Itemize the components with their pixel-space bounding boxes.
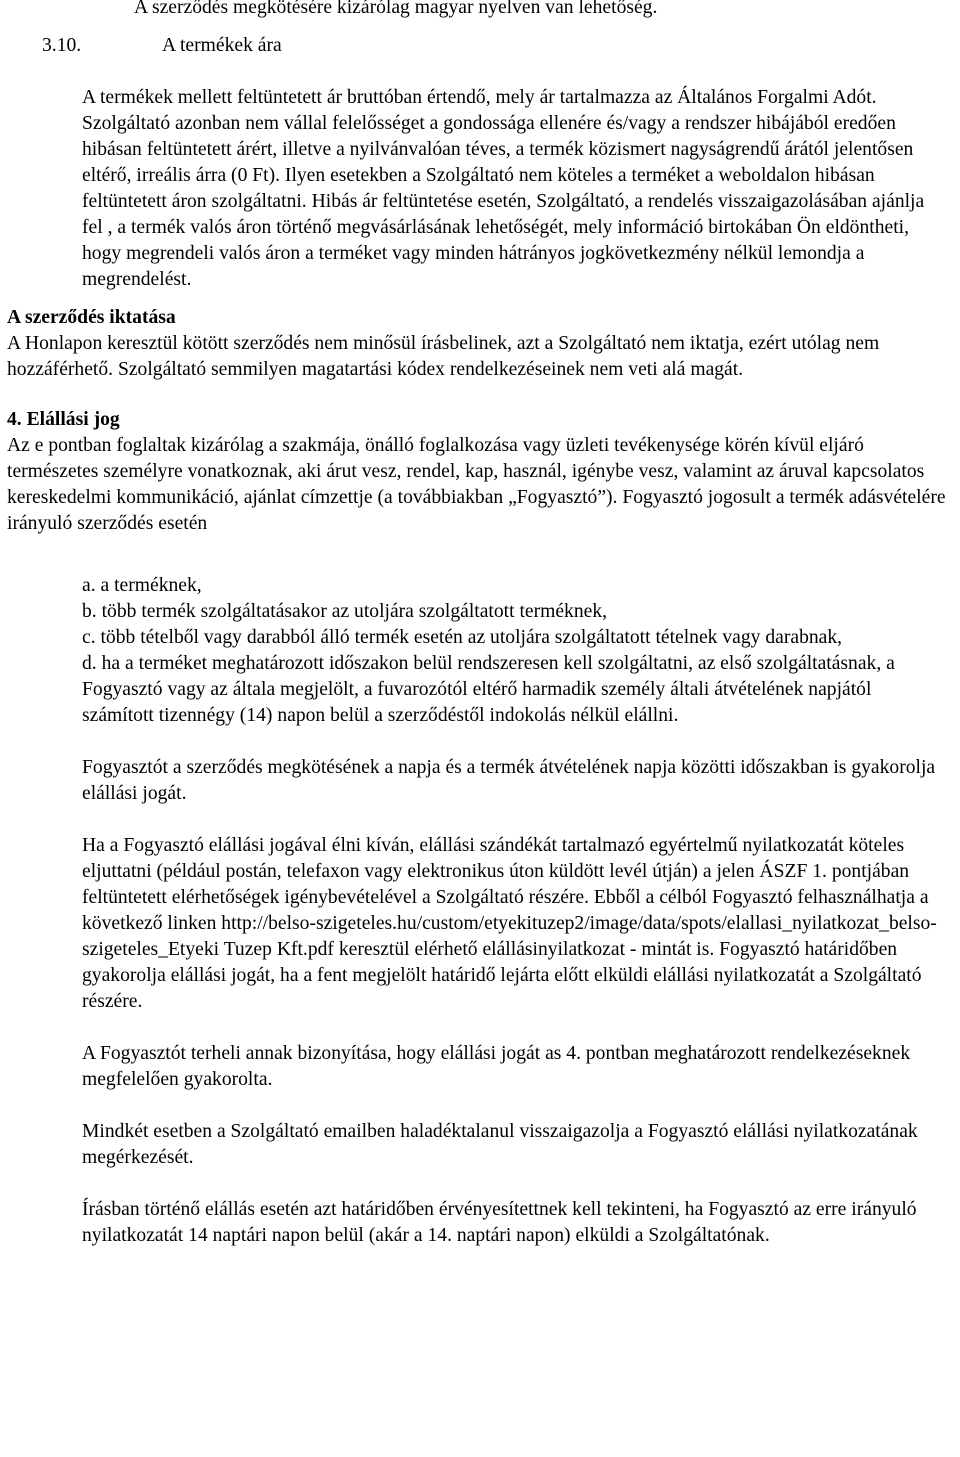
section-iktatas-body: A Honlapon keresztül kötött szerződés nem minősül írásbelinek, azt a Szolgáltató nem iktatja, ezért utólag nem hozzáférhető. Szolgáltató semmilyen magatartási kódex rendelkezéseinek nem veti alá magát.: [7, 333, 880, 380]
paragraph-burden-of-proof: A Fogyasztót terheli annak bizonyítása, hogy elállási jogát as 4. pontban meghatározott rendelkezéseknek megfelelően gyakorolta.: [82, 1043, 911, 1090]
section-iktatas-title: A szerződés iktatása: [7, 307, 176, 328]
section-4-number: 4.: [7, 409, 22, 430]
section-4-heading: [0, 407, 960, 433]
list-item: a. a terméknek,: [82, 575, 202, 596]
paragraph-exercise-period: Fogyasztót a szerződés megkötésének a napja és a termék átvételének napja közötti időszakban is gyakorolja elállási jogát.: [82, 757, 936, 804]
section-4-title: Elállási jog: [26, 409, 120, 430]
section-4-body: Az e pontban foglaltak kizárólag a szakmája, önálló foglalkozása vagy üzleti tevékenysége körén kívül eljáró természetes személyre vonatkoznak, aki árut vesz, rendel, kap, használ, igénybe vesz, valamint az áruval kapcsolatos kereskedelmi kommunikáció, ajánlat címzettje (a továbbiakban „Fogyasztó”). Fogyasztó jogosult a termék adásvételére irányuló szerződés esetén: [7, 435, 946, 534]
list-item: d. ha a terméket meghatározott időszakon belül rendszeresen kell szolgáltatni, az első szolgáltatásnak, a Fogyasztó vagy az általa megjelölt, a fuvarozótól eltérő harmadik személy általi átvételének napjától számított tizennégy (14) napon belül a szerződéstől indokolás nélkül elállni.: [82, 653, 895, 726]
intro-line: A szerződés megkötésére kizárólag magyar nyelven van lehetőség.: [134, 0, 658, 18]
section-3-10-body: A termékek mellett feltüntetett ár bruttóban értendő, mely ár tartalmazza az Általános Forgalmi Adót. Szolgáltató azonban nem vállal felelősséget a gondossága ellenére és/vagy a rendszer hibájából eredően hibásan feltüntetett árért, illetve a nyilvánvalóan téves, a termék közismert nagyságrendű árától jelentősen eltérő, irreális árra (0 Ft). Ilyen esetekben a Szolgáltató nem köteles a terméket a weboldalon hibásan feltüntetett áron szolgáltatni. Hibás ár feltüntetése esetén, Szolgáltató, a rendelés visszaigazolásában ajánlja fel , a termék valós áron történő megvásárlásának lehetőségét, mely információ birtokában Ön eldöntheti, hogy megrendeli valós áron a terméket vagy minden hátrányos jogkövetkezmény nélkül lemondja a megrendelést.: [82, 87, 925, 290]
withdrawal-list: [0, 573, 938, 729]
section-3-10-heading: [0, 33, 960, 59]
paragraph-written-withdrawal: Írásban történő elállás esetén azt határidőben érvényesítettnek kell tekinteni, ha Fogyasztó az erre irányuló nyilatkozatát 14 naptári napon belül (akár a 14. naptári napon) elküldi a Szolgáltatónak.: [82, 1199, 917, 1246]
section-3-10-title: A termékek ára: [162, 35, 282, 56]
paragraph-confirmation: Mindkét esetben a Szolgáltató emailben haladéktalanul visszaigazolja a Fogyasztó elállási nyilatkozatának megérkezését.: [82, 1121, 918, 1168]
list-item: c. több tételből vagy darabból álló termék esetén az utoljára szolgáltatott tételnek vagy darabnak,: [82, 627, 843, 648]
list-item: b. több termék szolgáltatásakor az utoljára szolgáltatott terméknek,: [82, 601, 608, 622]
section-3-10-number: 3.10.: [42, 35, 82, 56]
paragraph-how-to-withdraw: Ha a Fogyasztó elállási jogával élni kíván, elállási szándékát tartalmazó egyértelmű nyilatkozatát köteles eljuttatni (például postán, telefaxon vagy elektronikus úton küldött levél útján) a jelen ÁSZF 1. pontjában feltüntetett elérhetőségek igénybevételével a Szolgáltató részére. Ebből a célból Fogyasztó felhasználhatja a következő linken http://belso-szigeteles.hu/custom/etyekituzep2/image/data/spots/elallasi_nyilatkozat_belso-szigeteles_Etyeki Tuzep Kft.pdf keresztül elérhető elállásinyilatkozat - mintát is. Fogyasztó határidőben gyakorolja elállási jogát, ha a fent megjelölt határidő lejárta előtt elküldi elállási nyilatkozatát a Szolgáltató részére.: [82, 835, 937, 1012]
